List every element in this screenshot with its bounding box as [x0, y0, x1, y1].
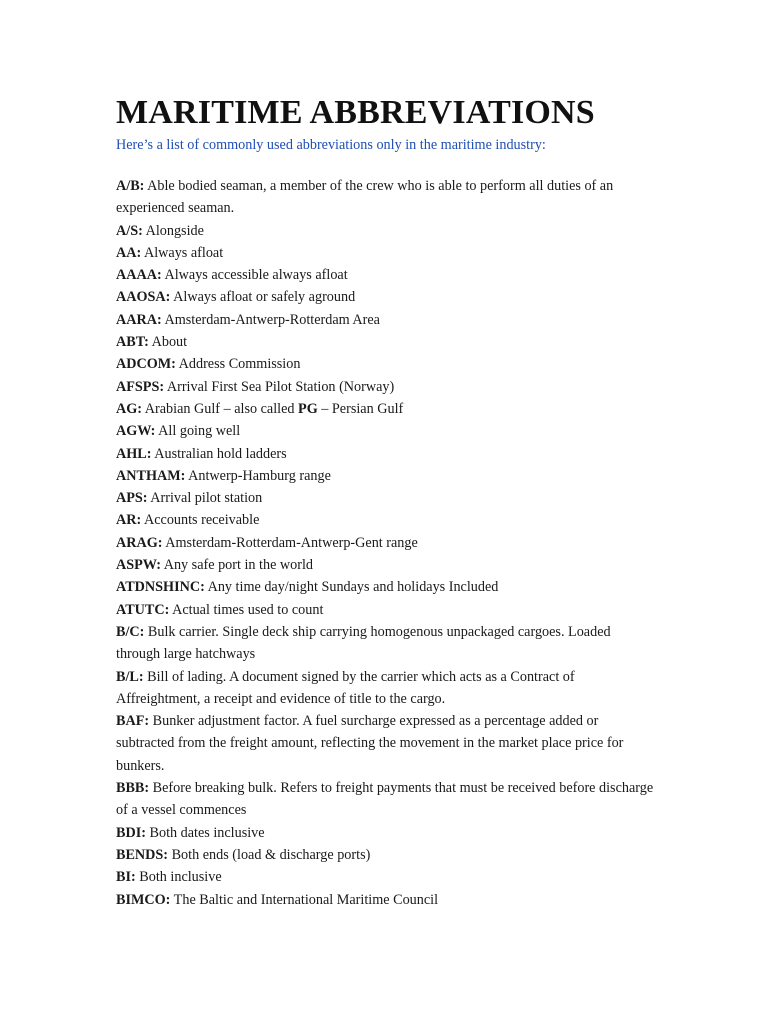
list-item [116, 376, 656, 398]
abbreviation-term: BIMCO: [116, 891, 171, 908]
abbreviation-term: BI: [116, 869, 136, 886]
abbreviation-definition: Address Commission [175, 356, 301, 373]
intro-text: Here’s a list of commonly used abbreviations only in the maritime industry: [116, 137, 546, 153]
list-item [116, 264, 656, 286]
abbreviation-term: BBB: [116, 780, 150, 797]
abbreviation-term: A/B: [116, 178, 145, 194]
abbreviation-definition: Australian hold ladders [151, 445, 287, 462]
list-item [116, 398, 656, 420]
abbreviation-term-secondary: PG [298, 400, 318, 417]
abbreviation-definition: Any safe port in the world [160, 557, 314, 574]
abbreviation-term: A/S: [116, 222, 143, 239]
abbreviation-definition: Arrival pilot station [147, 490, 263, 507]
abbreviation-term: ATDNSHINC: [116, 579, 205, 596]
list-item [116, 889, 656, 911]
abbreviation-term: AA: [116, 244, 142, 261]
abbreviation-term: AAAA: [116, 267, 162, 284]
abbreviation-definition: Both dates inclusive [145, 824, 265, 841]
list-item [116, 175, 656, 220]
list-item [116, 242, 656, 264]
list-item [116, 353, 656, 375]
abbreviation-definition: Alongside [142, 222, 204, 239]
list-item [116, 443, 656, 465]
abbreviation-definition: Always afloat or safely aground [170, 289, 356, 306]
list-item [116, 666, 656, 711]
abbreviation-definition: The Baltic and International Maritime Council [170, 891, 439, 908]
abbreviation-definition: Any time day/night Sundays and holidays Included [204, 579, 499, 596]
list-item [116, 866, 656, 888]
abbreviation-definition: Accounts receivable [141, 512, 260, 529]
abbreviation-term: AG: [116, 400, 143, 417]
abbreviation-definition: Both ends (load & discharge ports) [168, 846, 371, 863]
abbreviation-term: BAF: [116, 713, 150, 730]
abbreviation-definition: Before breaking bulk. Refers to freight payments that must be received before discharge of a vessel commences [116, 780, 654, 819]
document-page [116, 93, 656, 911]
abbreviation-term: ASPW: [116, 557, 161, 574]
abbreviation-term: AFSPS: [116, 378, 165, 395]
abbreviation-term: B/L: [116, 668, 144, 685]
abbreviation-term: BDI: [116, 824, 146, 841]
abbreviation-definition: Arabian Gulf – also called [142, 400, 299, 417]
page-title: MARITIME ABBREVIATIONS [116, 94, 595, 131]
abbreviation-definition: Always accessible always afloat [161, 267, 348, 284]
list-item [116, 487, 656, 509]
list-item [116, 777, 656, 822]
abbreviation-term: AR: [116, 512, 142, 529]
abbreviation-list [116, 175, 656, 911]
abbreviation-definition: Antwerp-Hamburg range [185, 467, 331, 484]
list-item [116, 822, 656, 844]
abbreviation-term: APS: [116, 490, 148, 507]
abbreviation-definition: Bulk carrier. Single deck ship carrying homogenous unpackaged cargoes. Loaded through large hatchways [116, 623, 611, 663]
abbreviation-term: ADCOM: [116, 356, 176, 373]
abbreviation-definition: Able bodied seaman, a member of the crew who is able to perform all duties of an experienced seaman. [116, 178, 614, 217]
abbreviation-term: AGW: [116, 423, 156, 440]
abbreviation-definition: All going well [155, 423, 241, 440]
abbreviation-definition: Arrival First Sea Pilot Station (Norway) [164, 378, 395, 395]
list-item [116, 465, 656, 487]
abbreviation-definition: Bunker adjustment factor. A fuel surcharge expressed as a percentage added or subtracted from the freight amount, reflecting the movement in the market place price for bunkers. [116, 713, 624, 774]
list-item [116, 621, 656, 666]
abbreviation-term: ATUTC: [116, 601, 170, 618]
list-item [116, 844, 656, 866]
list-item [116, 599, 656, 621]
list-item [116, 532, 656, 554]
list-item [116, 420, 656, 442]
list-item [116, 710, 656, 777]
abbreviation-definition: Both inclusive [135, 869, 222, 886]
abbreviation-definition: Bill of lading. A document signed by the carrier which acts as a Contract of Affreightment, a receipt and evidence of title to the cargo. [116, 668, 575, 707]
abbreviation-term: ABT: [116, 334, 149, 351]
abbreviation-definition-secondary: – Persian Gulf [317, 400, 404, 417]
list-item [116, 309, 656, 331]
list-item [116, 554, 656, 576]
abbreviation-term: AAOSA: [116, 289, 171, 306]
list-item [116, 576, 656, 598]
abbreviation-definition: Amsterdam-Rotterdam-Antwerp-Gent range [162, 534, 418, 551]
abbreviation-term: AARA: [116, 311, 162, 328]
list-item [116, 509, 656, 531]
list-item [116, 220, 656, 242]
abbreviation-definition: Actual times used to count [169, 601, 324, 618]
abbreviation-definition: Always afloat [141, 244, 224, 261]
abbreviation-definition: Amsterdam-Antwerp-Rotterdam Area [161, 311, 380, 328]
abbreviation-term: BENDS: [116, 846, 169, 863]
abbreviation-term: ANTHAM: [116, 467, 186, 484]
abbreviation-term: AHL: [116, 445, 152, 462]
abbreviation-term: B/C: [116, 623, 145, 640]
abbreviation-term: ARAG: [116, 534, 163, 551]
list-item [116, 331, 656, 353]
list-item [116, 286, 656, 308]
abbreviation-definition: About [148, 334, 188, 351]
